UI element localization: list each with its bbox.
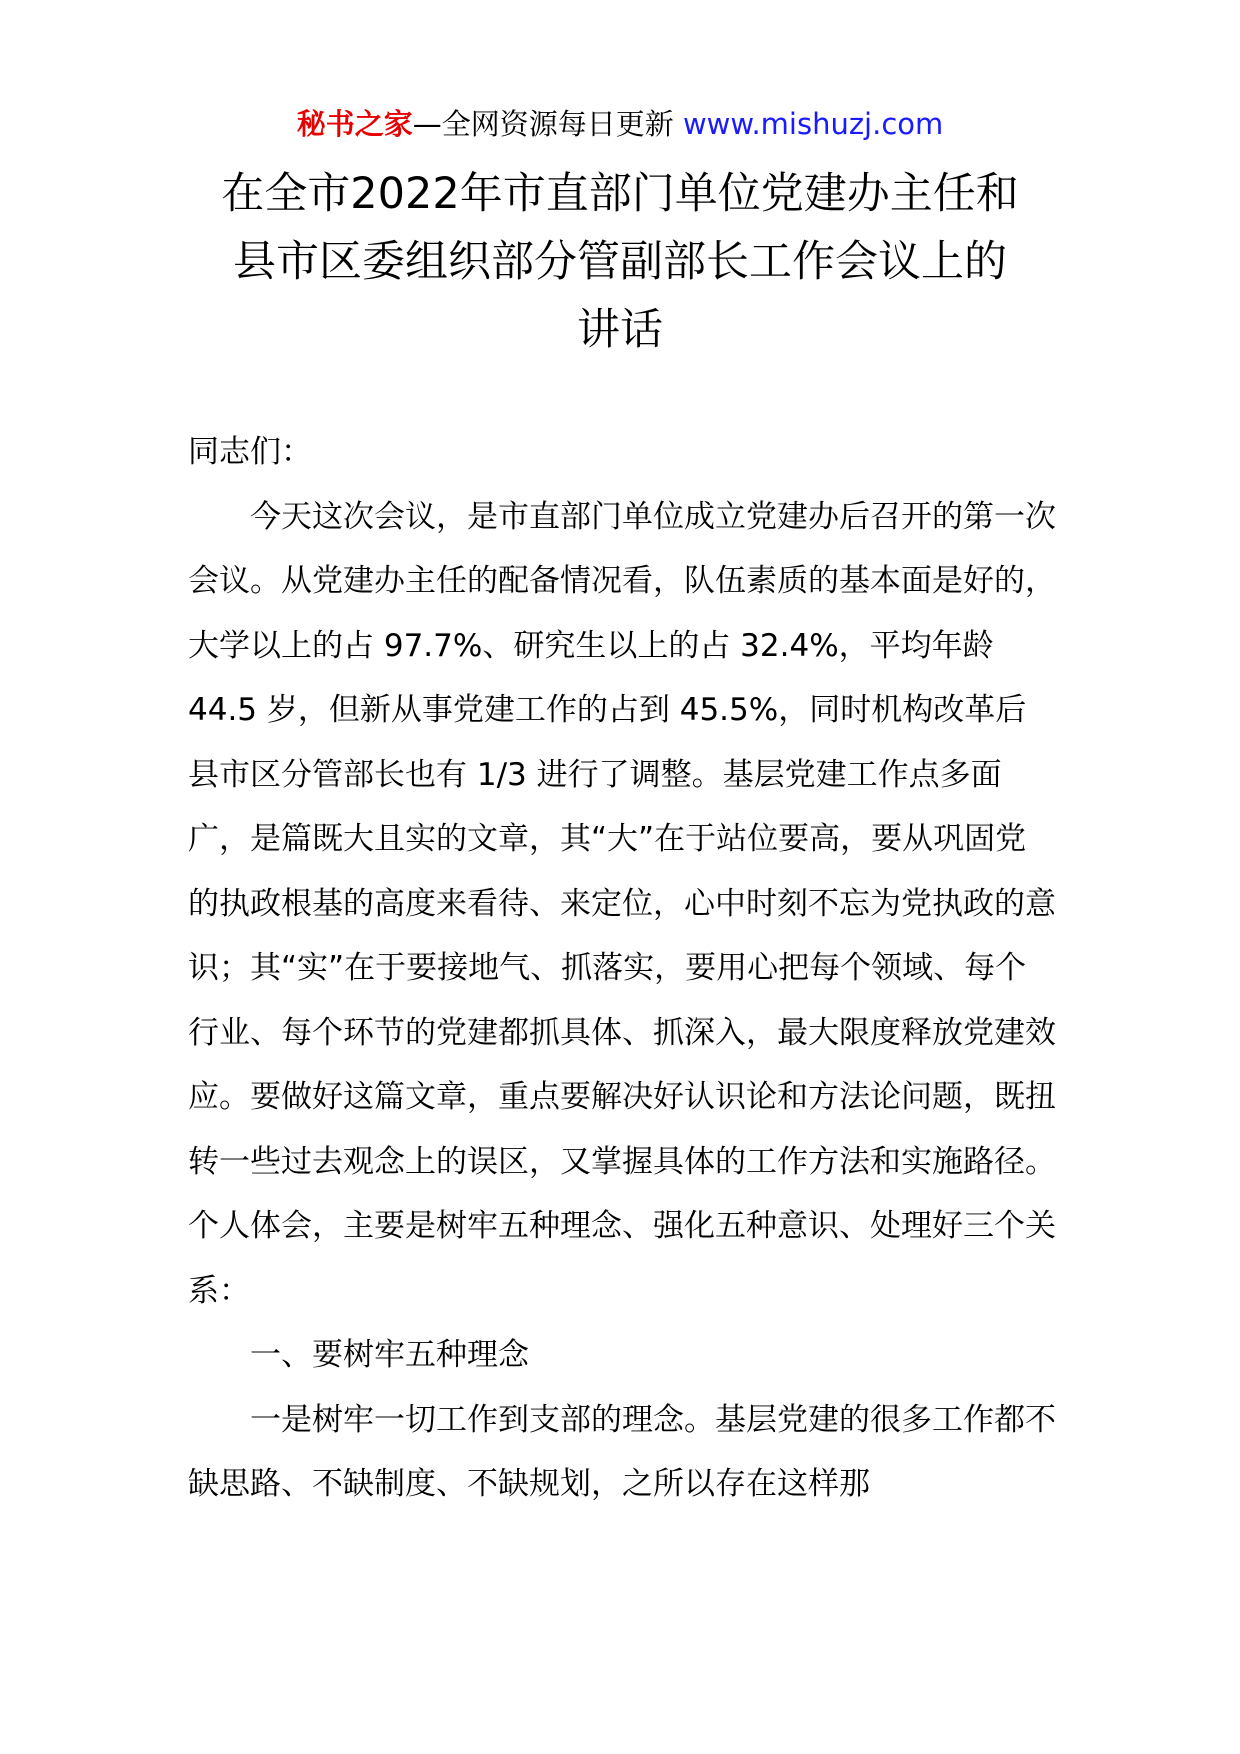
document-title [150,160,1090,364]
site-brand: 秘书之家 [296,107,413,141]
site-url[interactable]: www.mishuzj.com [682,107,944,141]
title-line: 在全市2022年市直部门单位党建办主任和 [221,169,1019,219]
document-body [188,420,1056,1517]
site-header [0,100,1240,148]
body-paragraph: 今天这次会议，是市直部门单位成立党建办后召开的第一次会议。从党建办主任的配备情况看，队伍素质的基本面是好的，大学以上的占 97.7%、研究生以上的占 32.4%，平均年龄 44.5 岁，但新从事党建工作的占到 45.5%，同时机构改革后县市区分管部长也有 1/3 进行了调整。基层党建工作点多面广，是篇既大且实的文章，其“大”在于站位要高，要从巩固党的执政根基的高度来看待、来定位，心中时刻不忘为党执政的意识；其“实”在于要接地气、抓落实，要用心把每个领域、每个行业、每个环节的党建都抓具体、抓深入，最大限度释放党建效应。要做好这篇文章，重点要解决好认识论和方法论问题，既扭转一些过去观念上的误区，又掌握具体的工作方法和实施路径。个人体会，主要是树牢五种理念、强化五种意识、处理好三个关系： [188,498,1056,1309]
section-heading: 一、要树牢五种理念 [250,1337,529,1373]
salutation: 同志们： [188,434,312,470]
body-paragraph: 一是树牢一切工作到支部的理念。基层党建的很多工作都不缺思路、不缺制度、不缺规划，之所以存在这样那 [188,1401,1056,1502]
title-line: 县市区委组织部分管副部长工作会议上的 [233,237,1007,287]
site-tagline: —全网资源每日更新 [412,107,674,141]
title-line: 讲话 [577,305,663,355]
